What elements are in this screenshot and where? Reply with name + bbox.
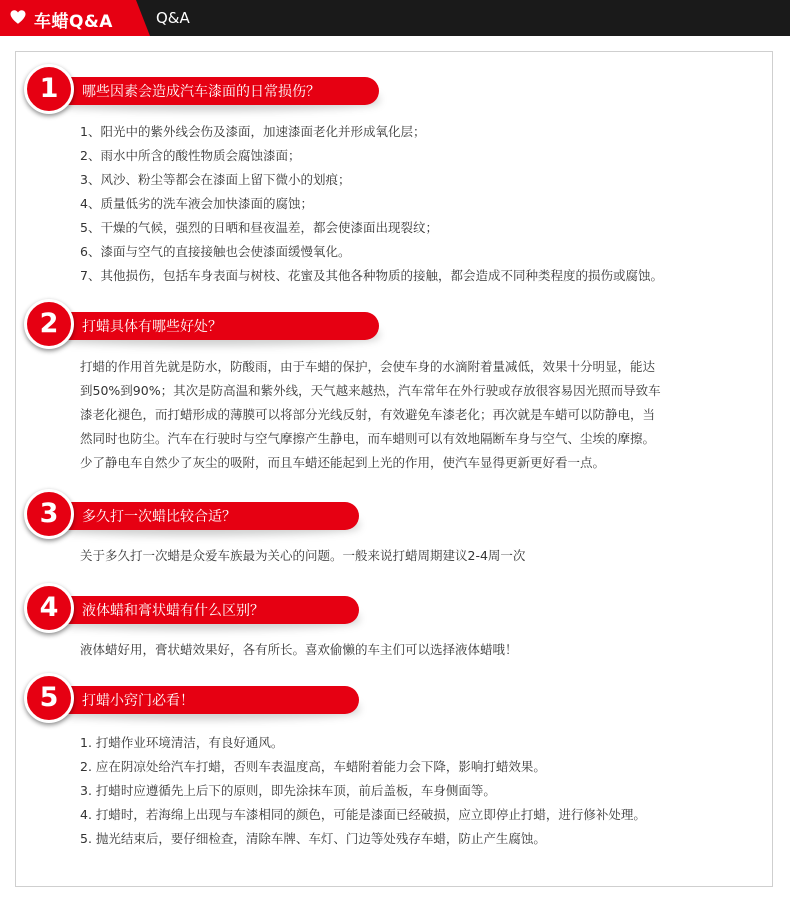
list-item: 2、雨水中所含的酸性物质会腐蚀漆面； (80, 148, 301, 163)
answer-text: 液体蜡好用，膏状蜡效果好，各有所长。喜欢偷懒的车主们可以选择液体蜡哦！ (80, 642, 518, 657)
list-item: 4. 打蜡时，若海绵上出现与车漆相同的颜色，可能是漆面已经破损，应立即停止打蜡，进行修补处理。 (80, 807, 646, 822)
list-item: 2. 应在阴凉处给汽车打蜡，否则车表温度高，车蜡附着能力会下降，影响打蜡效果。 (80, 759, 546, 774)
section-question: 哪些因素会造成汽车漆面的日常损伤？ (82, 84, 320, 100)
paragraph-line: 打蜡的作用首先就是防水，防酸雨，由于车蜡的保护，会使车身的水滴附着量减低，效果十分明显，能达 (80, 359, 656, 374)
answer-text: 关于多久打一次蜡是众爱车族最为关心的问题。一般来说打蜡周期建议2-4周一次 (80, 548, 526, 563)
heart-icon (9, 8, 27, 26)
section-number: 3 (39, 498, 59, 529)
header-subtitle: Q&A (156, 9, 190, 27)
section-4-answer (80, 638, 518, 662)
section-number: 1 (39, 73, 59, 104)
section-2-paragraph (80, 355, 661, 475)
list-item: 5. 抛光结束后，要仔细检查，清除车牌、车灯、门边等处残存车蜡，防止产生腐蚀。 (80, 831, 546, 846)
list-item: 3. 打蜡时应遵循先上后下的原则，即先涂抹车顶，前后盖板，车身侧面等。 (80, 783, 496, 798)
paragraph-line: 少了静电车自然少了灰尘的吸附，而且车蜡还能起到上光的作用，使汽车显得更新更好看一点。 (80, 455, 606, 470)
section-number: 4 (39, 592, 59, 623)
list-item: 7、其他损伤，包括车身表面与树枝、花蜜及其他各种物质的接触，都会造成不同种类程度的损伤或腐蚀。 (80, 268, 663, 283)
section-question: 多久打一次蜡比较合适？ (82, 509, 236, 525)
paragraph-line: 漆老化褪色，而打蜡形成的薄膜可以将部分光线反射，有效避免车漆老化；再次就是车蜡可以防静电，当 (80, 407, 656, 422)
section-question: 打蜡具体有哪些好处？ (82, 319, 222, 335)
list-item: 1. 打蜡作业环境清洁，有良好通风。 (80, 735, 284, 750)
list-item: 3、风沙、粉尘等都会在漆面上留下微小的划痕； (80, 172, 351, 187)
section-number: 5 (39, 682, 59, 713)
paragraph-line: 到50%到90%；其次是防高温和紫外线，天气越来越热，汽车常年在外行驶或存放很容易因光照而导致车 (80, 383, 661, 398)
section-1-list (80, 120, 663, 288)
section-5-list (80, 731, 646, 851)
paragraph-line: 然同时也防尘。汽车在行驶时与空气摩擦产生静电，而车蜡则可以有效地隔断车身与空气、尘埃的摩擦。 (80, 431, 656, 446)
header-title: 车蜡Q&A (34, 12, 113, 32)
list-item: 1、阳光中的紫外线会伤及漆面，加速漆面老化并形成氧化层； (80, 124, 426, 139)
section-question: 液体蜡和膏状蜡有什么区别？ (82, 603, 264, 619)
section-3-answer (80, 544, 525, 568)
list-item: 6、漆面与空气的直接接触也会使漆面缓慢氧化。 (80, 244, 351, 259)
section-question: 打蜡小窍门必看！ (82, 693, 194, 709)
section-number: 2 (39, 308, 59, 339)
list-item: 5、干燥的气候，强烈的日晒和昼夜温差，都会使漆面出现裂纹； (80, 220, 438, 235)
list-item: 4、质量低劣的洗车液会加快漆面的腐蚀； (80, 196, 313, 211)
